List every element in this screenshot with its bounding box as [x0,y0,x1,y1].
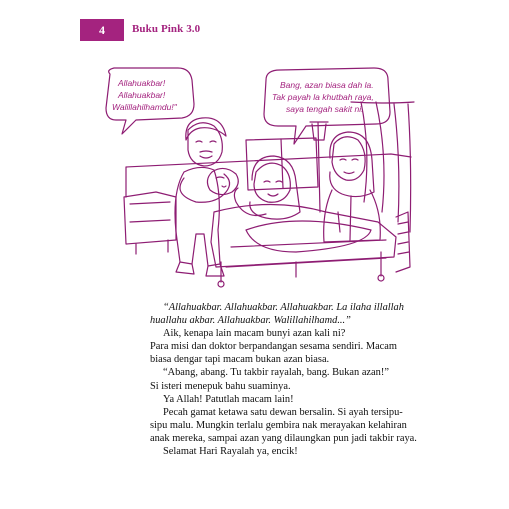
page-number: 4 [99,22,105,37]
baby [207,168,238,194]
bubble-right-line-2: Tak payah la khutbah raya, [272,92,374,102]
hospital-bed [211,205,396,268]
father-head [188,123,222,166]
story-line: Selamat Hari Rayalah ya, encik! [163,446,298,458]
page-number-badge [80,19,124,41]
baby-cot [124,192,176,244]
doctor-coat [324,190,381,242]
bed-rail [226,240,386,267]
story-line: Si isteri menepuk bahu suaminya. [150,380,291,392]
bubble-left-line-2: Allahuakbar! [118,90,166,100]
bubble-left-line-1: Allahuakbar! [118,78,166,88]
father-mustache [200,151,212,152]
iv-stand [310,122,328,212]
blanket [246,221,371,252]
story-line: Ya Allah! Patutlah macam lain! [163,393,294,405]
bubble-left-line-3: Walillahilhamdu!" [112,102,177,112]
story-line: Aik, kenapa lain macam bunyi azan kali ni? [163,328,346,340]
story-line: anak mereka, sampai azan yang dilaungkan pun jadi takbir raya. [150,432,417,444]
story-line: Para misi dan doktor berpandangan sesama sendiri. Macam [150,341,397,353]
father-arms [180,174,230,202]
story-line: sipu malu. Mungkin terlalu gembira nak merayakan kelahiran [150,419,407,431]
story-line: “Allahuakbar. Allahuakbar. Allahuakbar. La ilaha illallah [163,302,404,313]
story-text [150,301,420,458]
story-line: huallahu akbar. Allahuakbar. Walillahilhamd...” [150,315,351,327]
story-line: Pecah gamat ketawa satu dewan bersalin. Si ayah tersipu- [163,406,403,418]
room-wall [126,154,411,197]
comic-illustration [96,62,416,292]
story-line: “Abang, abang. Tu takbir rayalah, bang. Bukan azan!” [163,367,389,379]
book-title: Buku Pink 3.0 [132,23,201,35]
bubble-right-line-1: Bang, azan biasa dah la. [280,80,374,90]
story-line: biasa dengar tapi macam bukan azan biasa. [150,354,330,366]
father-hair [186,118,226,140]
bubble-right-line-3: saya tengah sakit ni. [286,104,364,114]
